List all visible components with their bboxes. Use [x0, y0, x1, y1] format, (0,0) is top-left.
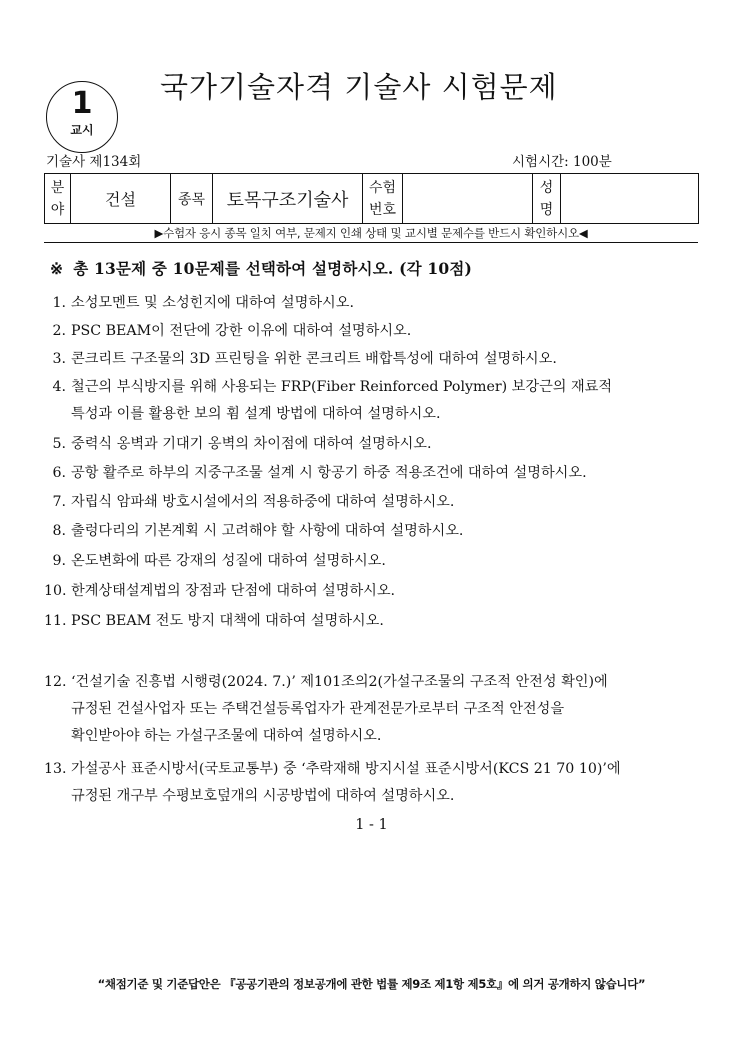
candidate-no-label-line: 번호 [368, 201, 397, 218]
field-label-line: 분 [50, 179, 65, 196]
exam-round: 기술사 제134회 [46, 154, 142, 170]
exam-time: 시험시간: 100분 [512, 154, 612, 170]
name-field[interactable] [561, 174, 699, 224]
question-text: 콘크리트 구조물의 3D 프린팅을 위한 콘크리트 배합특성에 대하여 설명하시오. [71, 351, 557, 367]
category-label: 종목 [171, 174, 213, 224]
question-number: 5. [52, 436, 66, 452]
question-text: PSC BEAM 전도 방지 대책에 대하여 설명하시오. [71, 613, 384, 629]
reference-mark-icon: ※ [50, 259, 64, 278]
instruction-text: 총 13문제 중 10문제를 선택하여 설명하시오. (각 10점) [73, 259, 473, 278]
question-number: 8. [52, 523, 66, 539]
instruction [50, 258, 710, 280]
question-number: 3. [52, 351, 66, 367]
session-badge [46, 81, 118, 153]
name-label-line: 성 [539, 179, 554, 196]
question-text: PSC BEAM이 전단에 강한 이유에 대하여 설명하시오. [71, 323, 412, 339]
exam-title: 국가기술자격 기술사 시험문제 [160, 70, 558, 104]
name-label-line: 명 [539, 201, 554, 218]
category-value: 토목구조기술사 [213, 174, 363, 224]
question-text: 확인받아야 하는 가설구조물에 대하여 설명하시오. [71, 728, 382, 744]
question-number: 12. [44, 674, 67, 690]
session-number: 1 [71, 86, 93, 121]
question-text: 공항 활주로 하부의 지중구조물 설계 시 항공기 하중 적용조건에 대하여 설명하시오. [71, 465, 587, 481]
question-number: 13. [44, 761, 67, 777]
question-text: 중력식 옹벽과 기대기 옹벽의 차이점에 대하여 설명하시오. [71, 436, 432, 452]
question-text: 규정된 건설사업자 또는 주택건설등록업자가 관계전문가로부터 구조적 안전성을 [71, 701, 565, 717]
question-text: 출렁다리의 기본계획 시 고려해야 할 사항에 대하여 설명하시오. [71, 523, 464, 539]
notice-bar: ▶수험자 응시 종목 일치 여부, 문제지 인쇄 상태 및 교시별 문제수를 반드시 확인하시오◀ [44, 224, 698, 243]
question-text: 소성모멘트 및 소성힌지에 대하여 설명하시오. [71, 295, 354, 311]
question-text: 한계상태설계법의 장점과 단점에 대하여 설명하시오. [71, 583, 396, 599]
field-value: 건설 [71, 174, 171, 224]
question-number: 6. [52, 465, 66, 481]
question-text: 철근의 부식방지를 위해 사용되는 FRP(Fiber Reinforced Polymer) 보강근의 재료적 [71, 379, 613, 395]
question-number: 4. [52, 379, 66, 395]
question-text: 가설공사 표준시방서(국토교통부) 중 ‘추락재해 방지시설 표준시방서(KCS 21 70 10)’에 [71, 761, 621, 777]
question-text: 온도변화에 따른 강재의 성질에 대하여 설명하시오. [71, 553, 386, 569]
question-text: 규정된 개구부 수평보호덮개의 시공방법에 대하여 설명하시오. [71, 788, 455, 804]
question-number: 2. [52, 323, 66, 339]
question-text: 자립식 암파쇄 방호시설에서의 적용하중에 대하여 설명하시오. [71, 494, 455, 510]
question-number: 7. [52, 494, 66, 510]
footer-disclaimer: “채점기준 및 기준답안은 『공공기관의 정보공개에 관한 법률 제9조 제1항 제5호』에 의거 공개하지 않습니다” [97, 977, 646, 991]
question-text: 특성과 이를 활용한 보의 휨 설계 방법에 대하여 설명하시오. [71, 406, 441, 422]
question-number: 1. [52, 295, 66, 311]
session-label: 교시 [70, 123, 94, 137]
question-number: 11. [44, 613, 67, 629]
candidate-no-label-cell [363, 174, 403, 224]
candidate-no-field[interactable] [403, 174, 533, 224]
question-number: 9. [52, 553, 66, 569]
page-number: 1 - 1 [355, 817, 388, 833]
question-number: 10. [44, 583, 67, 599]
question-text: ‘건설기술 진흥법 시행령(2024. 7.)’ 제101조의2(가설구조물의 구조적 안전성 확인)에 [71, 674, 608, 690]
candidate-no-label-line: 수험 [368, 179, 397, 196]
name-label-cell [533, 174, 561, 224]
field-label-line: 야 [50, 201, 65, 218]
field-label-cell [45, 174, 71, 224]
exam-info-table [44, 173, 699, 224]
